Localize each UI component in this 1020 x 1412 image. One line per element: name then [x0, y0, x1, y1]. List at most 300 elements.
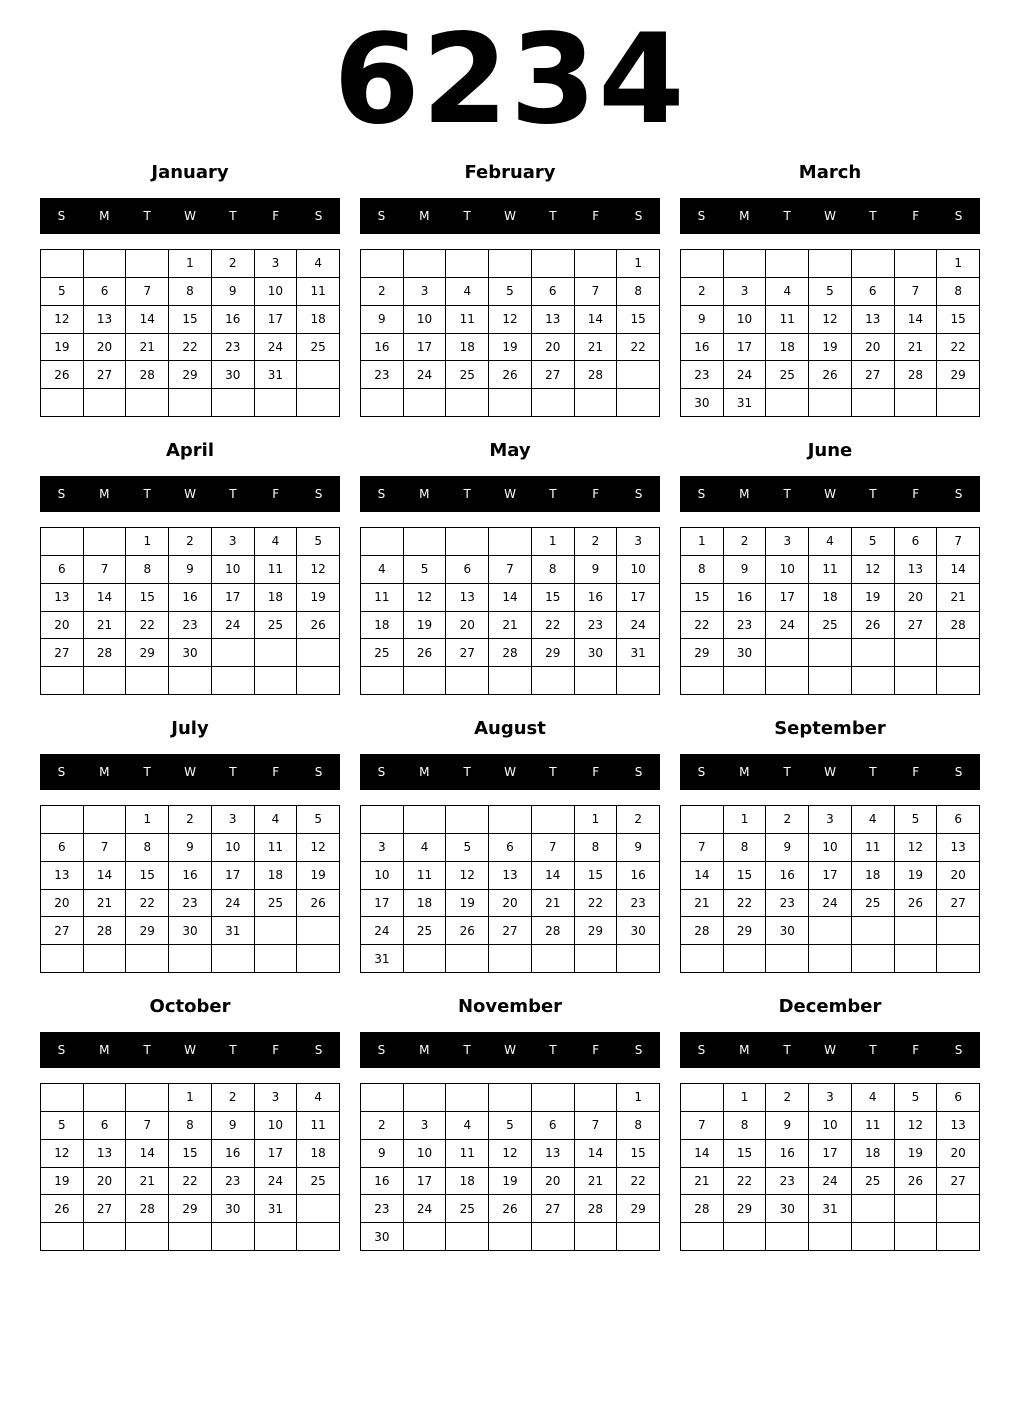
- weekday-label: S: [697, 1043, 706, 1057]
- empty-day-cell: [297, 1195, 340, 1223]
- day-cell: 10: [617, 556, 660, 584]
- day-cell: 18: [255, 862, 298, 890]
- day-cell: 22: [724, 890, 767, 918]
- day-cell: 29: [169, 361, 212, 389]
- empty-day-cell: [297, 667, 340, 695]
- day-cell: 9: [361, 306, 404, 334]
- day-cell: 11: [809, 556, 852, 584]
- day-cell: 9: [766, 834, 809, 862]
- day-grid: [680, 249, 980, 417]
- weekday-label: T: [463, 487, 471, 501]
- day-cell: 1: [532, 528, 575, 556]
- day-cell: 11: [446, 306, 489, 334]
- empty-day-cell: [532, 389, 575, 417]
- weekday-label: S: [57, 1043, 66, 1057]
- day-cell: 6: [84, 278, 127, 306]
- day-cell: 27: [532, 361, 575, 389]
- day-cell: 2: [212, 250, 255, 278]
- weekday-header: [40, 476, 340, 512]
- day-cell: 10: [255, 1112, 298, 1140]
- day-cell: 31: [361, 945, 404, 973]
- empty-day-cell: [446, 806, 489, 834]
- empty-day-cell: [41, 667, 84, 695]
- weekday-label: S: [634, 209, 643, 223]
- day-cell: 10: [809, 834, 852, 862]
- empty-day-cell: [895, 1195, 938, 1223]
- empty-day-cell: [724, 667, 767, 695]
- weekday-label: T: [549, 765, 557, 779]
- day-cell: 4: [361, 556, 404, 584]
- day-cell: 20: [489, 890, 532, 918]
- weekday-label: T: [229, 1043, 237, 1057]
- empty-day-cell: [489, 806, 532, 834]
- day-grid: [360, 527, 660, 695]
- day-cell: 1: [126, 528, 169, 556]
- weekday-label: S: [634, 765, 643, 779]
- day-cell: 26: [297, 612, 340, 640]
- day-cell: 18: [297, 1140, 340, 1168]
- day-cell: 16: [724, 584, 767, 612]
- day-cell: 8: [724, 834, 767, 862]
- day-cell: 16: [361, 1168, 404, 1196]
- day-cell: 16: [212, 1140, 255, 1168]
- day-cell: 17: [809, 1140, 852, 1168]
- weekday-label: W: [504, 1043, 516, 1057]
- day-cell: 30: [681, 389, 724, 417]
- day-cell: 18: [766, 334, 809, 362]
- day-cell: 30: [361, 1223, 404, 1251]
- day-cell: 10: [766, 556, 809, 584]
- empty-day-cell: [681, 806, 724, 834]
- empty-day-cell: [255, 945, 298, 973]
- day-cell: 16: [361, 334, 404, 362]
- day-cell: 24: [404, 361, 447, 389]
- month-name: August: [474, 718, 546, 739]
- day-cell: 15: [617, 306, 660, 334]
- day-cell: 19: [809, 334, 852, 362]
- weekday-label: T: [869, 1043, 877, 1057]
- day-cell: 23: [212, 334, 255, 362]
- day-cell: 19: [297, 584, 340, 612]
- empty-day-cell: [255, 667, 298, 695]
- weekday-label: S: [377, 209, 386, 223]
- empty-day-cell: [489, 250, 532, 278]
- day-cell: 24: [809, 890, 852, 918]
- empty-day-cell: [41, 528, 84, 556]
- weekday-header: [360, 198, 660, 234]
- weekday-label: M: [419, 209, 430, 223]
- day-cell: 22: [724, 1168, 767, 1196]
- day-cell: 26: [895, 1168, 938, 1196]
- empty-day-cell: [169, 667, 212, 695]
- day-cell: 27: [41, 917, 84, 945]
- empty-day-cell: [489, 389, 532, 417]
- empty-day-cell: [84, 1084, 127, 1112]
- day-cell: 11: [297, 1112, 340, 1140]
- empty-day-cell: [489, 528, 532, 556]
- empty-day-cell: [361, 806, 404, 834]
- day-cell: 25: [404, 917, 447, 945]
- empty-day-cell: [937, 639, 980, 667]
- day-cell: 20: [895, 584, 938, 612]
- weekday-label: S: [377, 765, 386, 779]
- day-cell: 25: [446, 1195, 489, 1223]
- day-cell: 2: [766, 806, 809, 834]
- day-cell: 27: [895, 612, 938, 640]
- empty-day-cell: [895, 917, 938, 945]
- empty-day-cell: [169, 945, 212, 973]
- weekday-header: [680, 754, 980, 790]
- weekday-label: F: [912, 487, 920, 501]
- empty-day-cell: [84, 250, 127, 278]
- weekday-label: S: [697, 487, 706, 501]
- day-cell: 20: [41, 890, 84, 918]
- weekday-label: M: [419, 765, 430, 779]
- month-name: May: [489, 440, 531, 461]
- month-name: December: [778, 996, 882, 1017]
- day-cell: 15: [169, 1140, 212, 1168]
- month-name: November: [457, 996, 563, 1017]
- empty-day-cell: [255, 639, 298, 667]
- day-cell: 20: [937, 862, 980, 890]
- day-cell: 29: [169, 1195, 212, 1223]
- day-cell: 29: [575, 917, 618, 945]
- day-cell: 17: [404, 334, 447, 362]
- empty-day-cell: [84, 806, 127, 834]
- day-cell: 8: [532, 556, 575, 584]
- weekday-label: M: [99, 487, 110, 501]
- day-cell: 17: [766, 584, 809, 612]
- day-cell: 20: [532, 1168, 575, 1196]
- empty-day-cell: [297, 361, 340, 389]
- day-cell: 3: [404, 1112, 447, 1140]
- empty-day-cell: [404, 945, 447, 973]
- day-cell: 14: [84, 862, 127, 890]
- empty-day-cell: [297, 1223, 340, 1251]
- day-cell: 21: [84, 612, 127, 640]
- day-cell: 3: [404, 278, 447, 306]
- day-cell: 2: [575, 528, 618, 556]
- day-cell: 26: [489, 1195, 532, 1223]
- day-cell: 5: [895, 806, 938, 834]
- day-grid: [40, 805, 340, 973]
- month-name: March: [798, 162, 862, 183]
- day-cell: 15: [532, 584, 575, 612]
- weekday-label: S: [314, 209, 323, 223]
- weekday-label: W: [184, 765, 196, 779]
- empty-day-cell: [361, 667, 404, 695]
- day-cell: 18: [297, 306, 340, 334]
- empty-day-cell: [212, 389, 255, 417]
- day-cell: 23: [724, 612, 767, 640]
- day-cell: 13: [41, 862, 84, 890]
- day-cell: 19: [297, 862, 340, 890]
- day-cell: 20: [84, 334, 127, 362]
- day-cell: 26: [895, 890, 938, 918]
- weekday-label: W: [824, 1043, 836, 1057]
- empty-day-cell: [681, 667, 724, 695]
- empty-day-cell: [617, 1223, 660, 1251]
- weekday-label: T: [229, 209, 237, 223]
- day-cell: 22: [937, 334, 980, 362]
- empty-day-cell: [126, 1084, 169, 1112]
- day-cell: 13: [446, 584, 489, 612]
- day-cell: 22: [617, 334, 660, 362]
- day-cell: 20: [41, 612, 84, 640]
- weekday-label: T: [869, 209, 877, 223]
- day-cell: 8: [724, 1112, 767, 1140]
- day-cell: 1: [126, 806, 169, 834]
- day-cell: 14: [575, 1140, 618, 1168]
- empty-day-cell: [446, 667, 489, 695]
- day-cell: 19: [404, 612, 447, 640]
- empty-day-cell: [297, 917, 340, 945]
- day-cell: 28: [84, 639, 127, 667]
- day-cell: 28: [895, 361, 938, 389]
- day-cell: 21: [489, 612, 532, 640]
- day-cell: 12: [41, 1140, 84, 1168]
- day-cell: 30: [575, 639, 618, 667]
- day-cell: 13: [84, 306, 127, 334]
- day-cell: 27: [446, 639, 489, 667]
- weekday-label: T: [783, 487, 791, 501]
- empty-day-cell: [489, 1084, 532, 1112]
- day-cell: 31: [255, 1195, 298, 1223]
- day-cell: 30: [724, 639, 767, 667]
- day-cell: 21: [937, 584, 980, 612]
- day-cell: 13: [852, 306, 895, 334]
- day-cell: 17: [212, 584, 255, 612]
- weekday-label: F: [272, 487, 280, 501]
- day-cell: 2: [169, 806, 212, 834]
- empty-day-cell: [575, 1084, 618, 1112]
- weekday-label: M: [419, 487, 430, 501]
- empty-day-cell: [809, 1223, 852, 1251]
- day-cell: 29: [617, 1195, 660, 1223]
- day-cell: 27: [84, 361, 127, 389]
- day-cell: 4: [852, 1084, 895, 1112]
- empty-day-cell: [937, 1223, 980, 1251]
- day-cell: 15: [681, 584, 724, 612]
- empty-day-cell: [255, 1223, 298, 1251]
- day-cell: 9: [617, 834, 660, 862]
- weekday-label: S: [377, 1043, 386, 1057]
- empty-day-cell: [212, 639, 255, 667]
- empty-day-cell: [84, 945, 127, 973]
- empty-day-cell: [41, 389, 84, 417]
- day-cell: 10: [212, 556, 255, 584]
- day-cell: 9: [169, 834, 212, 862]
- weekday-label: T: [463, 209, 471, 223]
- day-cell: 25: [361, 639, 404, 667]
- empty-day-cell: [937, 389, 980, 417]
- day-cell: 12: [809, 306, 852, 334]
- day-cell: 24: [617, 612, 660, 640]
- day-cell: 2: [617, 806, 660, 834]
- day-cell: 10: [404, 1140, 447, 1168]
- weekday-header: [40, 1032, 340, 1068]
- weekday-label: T: [549, 1043, 557, 1057]
- day-cell: 29: [724, 1195, 767, 1223]
- day-cell: 12: [297, 834, 340, 862]
- day-cell: 20: [937, 1140, 980, 1168]
- day-cell: 23: [169, 612, 212, 640]
- empty-day-cell: [126, 389, 169, 417]
- day-cell: 23: [575, 612, 618, 640]
- day-cell: 15: [575, 862, 618, 890]
- empty-day-cell: [212, 667, 255, 695]
- empty-day-cell: [169, 1223, 212, 1251]
- day-cell: 15: [724, 1140, 767, 1168]
- empty-day-cell: [681, 1084, 724, 1112]
- day-cell: 4: [852, 806, 895, 834]
- day-cell: 9: [724, 556, 767, 584]
- day-cell: 26: [852, 612, 895, 640]
- day-grid: [40, 1083, 340, 1251]
- day-cell: 14: [895, 306, 938, 334]
- day-cell: 1: [724, 1084, 767, 1112]
- weekday-label: S: [697, 765, 706, 779]
- empty-day-cell: [255, 389, 298, 417]
- empty-day-cell: [489, 667, 532, 695]
- day-cell: 27: [852, 361, 895, 389]
- empty-day-cell: [895, 250, 938, 278]
- weekday-label: W: [504, 765, 516, 779]
- day-cell: 12: [489, 306, 532, 334]
- day-cell: 21: [532, 890, 575, 918]
- empty-day-cell: [617, 389, 660, 417]
- day-cell: 15: [126, 584, 169, 612]
- empty-day-cell: [724, 945, 767, 973]
- empty-day-cell: [532, 250, 575, 278]
- day-cell: 8: [937, 278, 980, 306]
- day-cell: 19: [41, 1168, 84, 1196]
- day-cell: 28: [126, 361, 169, 389]
- weekday-label: M: [99, 209, 110, 223]
- empty-day-cell: [297, 945, 340, 973]
- day-cell: 26: [297, 890, 340, 918]
- weekday-label: S: [634, 1043, 643, 1057]
- day-cell: 3: [724, 278, 767, 306]
- day-cell: 27: [937, 890, 980, 918]
- day-cell: 26: [404, 639, 447, 667]
- empty-day-cell: [575, 667, 618, 695]
- weekday-label: T: [143, 765, 151, 779]
- day-cell: 16: [169, 584, 212, 612]
- day-cell: 17: [212, 862, 255, 890]
- day-cell: 13: [937, 1112, 980, 1140]
- day-cell: 10: [724, 306, 767, 334]
- empty-day-cell: [446, 945, 489, 973]
- day-cell: 1: [575, 806, 618, 834]
- day-cell: 30: [617, 917, 660, 945]
- day-cell: 12: [404, 584, 447, 612]
- day-cell: 2: [766, 1084, 809, 1112]
- weekday-label: S: [697, 209, 706, 223]
- year-title: 6234: [333, 8, 687, 152]
- day-cell: 21: [126, 334, 169, 362]
- empty-day-cell: [895, 1223, 938, 1251]
- day-cell: 16: [575, 584, 618, 612]
- day-cell: 4: [404, 834, 447, 862]
- weekday-label: W: [504, 487, 516, 501]
- day-cell: 23: [766, 1168, 809, 1196]
- empty-day-cell: [41, 1223, 84, 1251]
- day-cell: 27: [41, 639, 84, 667]
- month-name: April: [165, 440, 215, 461]
- day-cell: 25: [809, 612, 852, 640]
- day-cell: 14: [575, 306, 618, 334]
- day-cell: 11: [404, 862, 447, 890]
- day-cell: 8: [169, 278, 212, 306]
- weekday-header: [360, 476, 660, 512]
- day-cell: 16: [169, 862, 212, 890]
- day-cell: 9: [766, 1112, 809, 1140]
- day-cell: 2: [169, 528, 212, 556]
- weekday-label: T: [549, 209, 557, 223]
- empty-day-cell: [681, 1223, 724, 1251]
- day-cell: 26: [41, 361, 84, 389]
- day-grid: [360, 805, 660, 973]
- day-cell: 1: [617, 250, 660, 278]
- empty-day-cell: [809, 917, 852, 945]
- day-cell: 17: [724, 334, 767, 362]
- month-name: October: [149, 996, 231, 1017]
- empty-day-cell: [937, 917, 980, 945]
- day-cell: 31: [809, 1195, 852, 1223]
- day-cell: 9: [681, 306, 724, 334]
- empty-day-cell: [809, 667, 852, 695]
- day-cell: 14: [532, 862, 575, 890]
- empty-day-cell: [404, 1084, 447, 1112]
- day-cell: 29: [681, 639, 724, 667]
- day-cell: 13: [895, 556, 938, 584]
- weekday-label: T: [143, 209, 151, 223]
- day-cell: 22: [575, 890, 618, 918]
- day-cell: 11: [361, 584, 404, 612]
- day-cell: 30: [766, 1195, 809, 1223]
- day-grid: [40, 249, 340, 417]
- day-cell: 7: [84, 556, 127, 584]
- empty-day-cell: [681, 945, 724, 973]
- day-cell: 26: [41, 1195, 84, 1223]
- weekday-label: S: [314, 1043, 323, 1057]
- day-cell: 27: [937, 1168, 980, 1196]
- weekday-label: F: [272, 209, 280, 223]
- day-cell: 21: [681, 1168, 724, 1196]
- day-cell: 14: [126, 1140, 169, 1168]
- day-cell: 2: [361, 278, 404, 306]
- day-cell: 7: [681, 834, 724, 862]
- month-name: July: [171, 718, 209, 739]
- month-name: September: [774, 718, 886, 739]
- day-cell: 4: [297, 1084, 340, 1112]
- weekday-header: [360, 754, 660, 790]
- empty-day-cell: [852, 667, 895, 695]
- day-cell: 28: [126, 1195, 169, 1223]
- month-name: February: [464, 162, 556, 183]
- empty-day-cell: [766, 250, 809, 278]
- day-grid: [680, 527, 980, 695]
- day-grid: [680, 805, 980, 973]
- empty-day-cell: [852, 945, 895, 973]
- weekday-label: M: [739, 487, 750, 501]
- day-cell: 8: [617, 278, 660, 306]
- empty-day-cell: [724, 1223, 767, 1251]
- day-cell: 3: [255, 1084, 298, 1112]
- day-cell: 12: [446, 862, 489, 890]
- empty-day-cell: [575, 945, 618, 973]
